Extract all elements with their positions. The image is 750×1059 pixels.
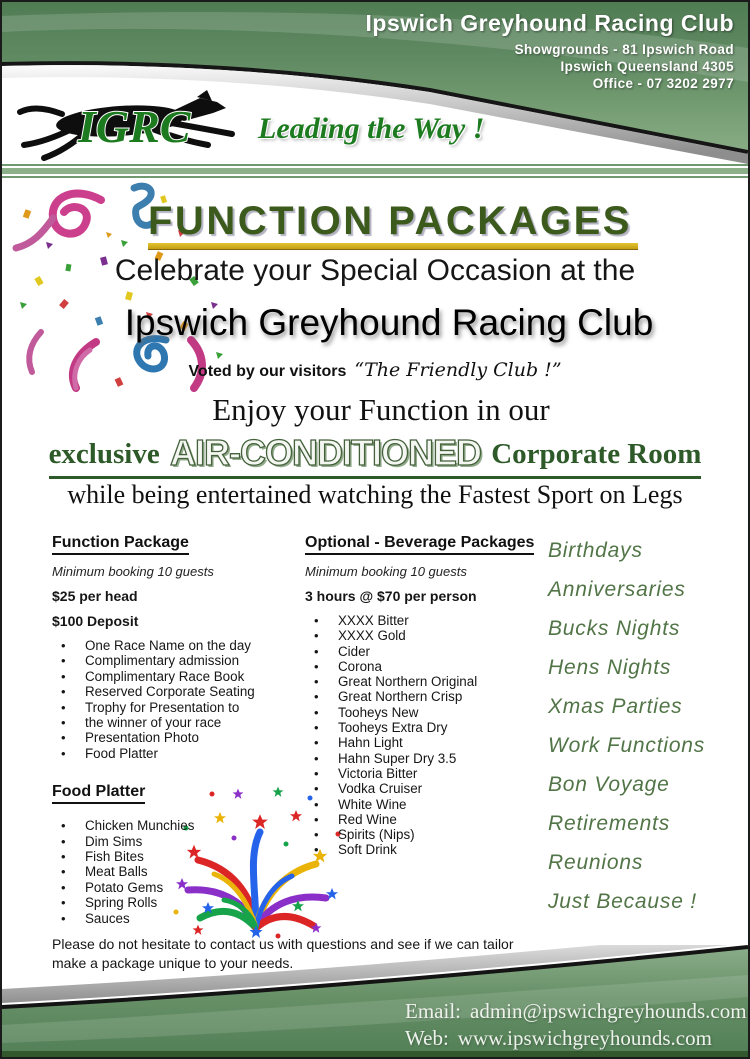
exclusive-suffix: Corporate Room <box>491 438 702 470</box>
voted-prefix: Voted by our visitors <box>188 363 347 380</box>
footer-email-label: Email: <box>405 999 461 1023</box>
page-title: FUNCTION PACKAGES <box>148 199 632 243</box>
list-item: • the winner of your race <box>52 715 300 730</box>
header-phone-line: Office - 07 3202 2977 <box>592 76 734 91</box>
occasion-item: Xmas Parties <box>548 695 683 718</box>
function-package-list <box>52 638 300 761</box>
list-item: • Dim Sims <box>52 834 300 849</box>
list-item: • XXXX Bitter <box>305 613 543 628</box>
beverage-packages-column <box>305 534 543 858</box>
list-item: • Presentation Photo <box>52 730 300 745</box>
hero-club-line: Ipswich Greyhound Racing Club <box>124 302 654 343</box>
header-address-line-1: Showgrounds - 81 Ipswich Road <box>514 42 734 57</box>
function-package-column <box>52 534 300 926</box>
hero-subtitle: Celebrate your Special Occasion at the <box>114 254 636 287</box>
list-item: • Cider <box>305 644 543 659</box>
list-item: • Complimentary admission <box>52 653 300 668</box>
voted-quote: “The Friendly Club !” <box>354 359 562 381</box>
voted-line <box>2 359 748 381</box>
function-package-deposit: $100 Deposit <box>52 613 139 629</box>
occasion-item: Work Functions <box>548 734 706 757</box>
beverage-packages-price: 3 hours @ $70 per person <box>305 588 477 604</box>
occasion-item: Reunions <box>548 851 644 874</box>
contact-note: Please do not hesitate to contact us with questions and see if we can tailor make a package unique to your needs. <box>52 936 514 971</box>
food-platter-heading: Food Platter <box>52 783 145 804</box>
green-stripe-separator <box>2 164 748 178</box>
list-item: • Spirits (Nips) <box>305 827 543 842</box>
footer-web-line <box>405 1025 747 1052</box>
occasion-item: Just Because ! <box>548 890 697 913</box>
list-item: • Food Platter <box>52 746 300 761</box>
food-platter-list <box>52 818 300 926</box>
beverage-list <box>305 613 543 858</box>
list-item: • Potato Gems <box>52 880 300 895</box>
list-item: • Spring Rolls <box>52 895 300 910</box>
footer-email-line <box>405 998 747 1025</box>
list-item: • One Race Name on the day <box>52 638 300 653</box>
list-item: • Sauces <box>52 911 300 926</box>
list-item: • XXXX Gold <box>305 628 543 643</box>
list-item: • Hahn Light <box>305 735 543 750</box>
footer-email-value: admin@ipswichgreyhounds.com <box>470 999 747 1023</box>
function-package-minimum: Minimum booking 10 guests <box>52 564 214 579</box>
exclusive-prefix: exclusive <box>48 438 160 470</box>
function-package-heading: Function Package <box>52 534 189 555</box>
list-item: • Corona <box>305 659 543 674</box>
footer-web-value: www.ipswichgreyhounds.com <box>457 1026 712 1050</box>
occasions-column <box>548 540 744 930</box>
greyhound-logo-icon <box>16 88 254 164</box>
air-conditioned-label: AIR-CONDITIONED <box>169 432 481 473</box>
list-item: • Hahn Super Dry 3.5 <box>305 751 543 766</box>
list-item: • Complimentary Race Book <box>52 669 300 684</box>
occasion-item: Hens Nights <box>548 656 672 679</box>
logo-tagline: Leading the Way ! <box>258 112 485 145</box>
list-item: • Great Northern Crisp <box>305 689 543 704</box>
occasion-item: Bucks Nights <box>548 617 681 640</box>
list-item: • Meat Balls <box>52 864 300 879</box>
list-item: • Tooheys New <box>305 705 543 720</box>
title-gold-underline <box>148 243 638 250</box>
beverage-packages-minimum: Minimum booking 10 guests <box>305 564 467 579</box>
header-address-line-2: Ipswich Queensland 4305 <box>560 59 734 74</box>
footer-contact-block <box>405 998 747 1052</box>
list-item: • Soft Drink <box>305 842 543 857</box>
occasion-item: Retirements <box>548 812 671 835</box>
footer-web-label: Web: <box>405 1026 449 1050</box>
occasion-item: Birthdays <box>548 539 643 562</box>
list-item: • Reserved Corporate Seating <box>52 684 300 699</box>
logo-acronym: IGRC <box>78 101 191 152</box>
entertained-line: while being entertained watching the Fastest Sport on Legs <box>67 480 683 509</box>
list-item: • Red Wine <box>305 812 543 827</box>
function-package-price: $25 per head <box>52 588 138 604</box>
list-item: • Chicken Munchies <box>52 818 300 833</box>
beverage-packages-heading: Optional - Beverage Packages <box>305 534 534 555</box>
list-item: • Trophy for Presentation to <box>52 700 300 715</box>
exclusive-line <box>2 432 748 479</box>
header-address-block <box>366 10 734 92</box>
header-club-name: Ipswich Greyhound Racing Club <box>365 10 734 36</box>
occasion-item: Bon Voyage <box>548 773 670 796</box>
list-item: • Vodka Cruiser <box>305 781 543 796</box>
occasion-item: Anniversaries <box>548 578 686 601</box>
list-item: • Tooheys Extra Dry <box>305 720 543 735</box>
list-item: • White Wine <box>305 797 543 812</box>
list-item: • Fish Bites <box>52 849 300 864</box>
list-item: • Great Northern Original <box>305 674 543 689</box>
list-item: • Victoria Bitter <box>305 766 543 781</box>
enjoy-line: Enjoy your Function in our <box>212 392 550 427</box>
